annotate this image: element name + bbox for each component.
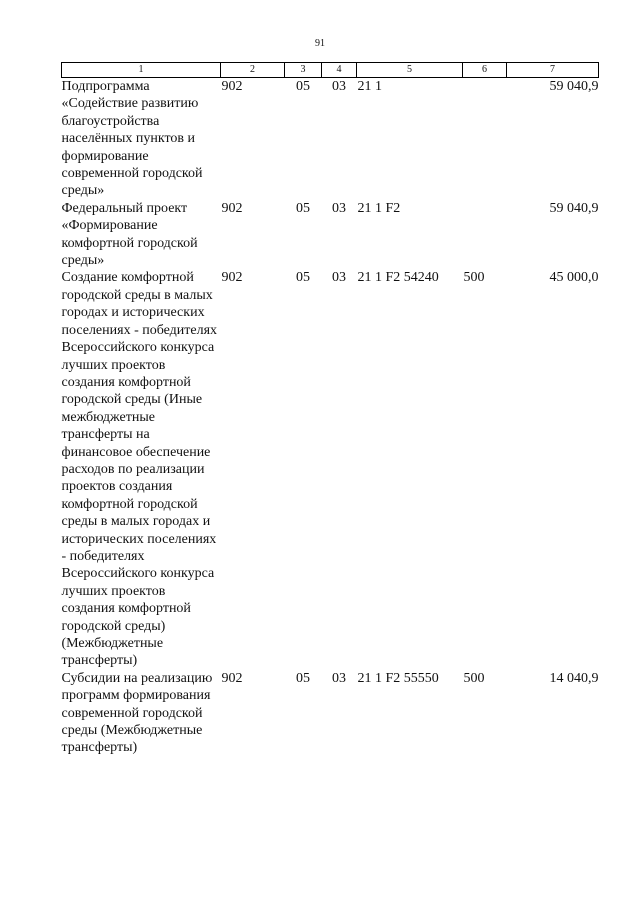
row-expense-type xyxy=(463,78,507,200)
row-target-article: 21 1 F2 55550 xyxy=(357,670,439,686)
table-row xyxy=(62,78,599,200)
row-target-article: 21 1 xyxy=(357,79,382,94)
header-row xyxy=(62,63,599,78)
table-row xyxy=(62,200,599,270)
row-section-code: 05 xyxy=(296,200,310,216)
row-ministry-code: 902 xyxy=(221,670,243,686)
column-header-3: 3 xyxy=(285,63,322,78)
budget-table xyxy=(61,62,599,757)
row-subsection-code: 03 xyxy=(332,79,346,94)
row-expense-type: 500 xyxy=(463,670,485,686)
row-name: Создание комфортной городской среды в малых городах и исторических поселениях - победителях Всероссийского конкурса лучших проектов создания комфортной городской среды (Иные межбюджетные трансферты на финансовое обеспечение расходов по реализации проектов создания комфортной городской среды в малых городах и исторических поселениях - победителях Всероссийского конкурса лучших проектов создания комфортной городской среды) (Межбюджетные трансферты) xyxy=(61,270,218,669)
row-name: Подпрограмма «Содействие развитию благоустройства населённых пунктов и формирование современной городской среды» xyxy=(61,79,203,199)
row-target-article: 21 1 F2 54240 xyxy=(357,270,439,286)
column-header-1: 1 xyxy=(62,63,221,78)
row-subsection-code: 03 xyxy=(332,270,346,286)
column-header-2: 2 xyxy=(221,63,285,78)
row-section-code: 05 xyxy=(296,270,310,286)
table-row xyxy=(62,670,599,757)
column-header-4: 4 xyxy=(322,63,357,78)
row-section-code: 05 xyxy=(296,79,310,94)
row-ministry-code: 902 xyxy=(221,79,243,94)
row-amount: 59 040,9 xyxy=(549,200,599,216)
column-header-7: 7 xyxy=(507,63,599,78)
row-ministry-code: 902 xyxy=(221,200,243,216)
row-subsection-code: 03 xyxy=(332,200,346,216)
table-row xyxy=(62,269,599,669)
row-subsection-code: 03 xyxy=(332,670,346,686)
column-header-6: 6 xyxy=(463,63,507,78)
page-number: 91 xyxy=(315,38,325,49)
row-amount: 14 040,9 xyxy=(549,670,599,686)
row-expense-type xyxy=(463,200,507,270)
row-target-article: 21 1 F2 xyxy=(357,200,401,216)
row-amount: 45 000,0 xyxy=(549,270,599,286)
row-name: Федеральный проект «Формирование комфортной городской среды» xyxy=(61,200,198,269)
row-amount: 59 040,9 xyxy=(549,79,599,94)
row-section-code: 05 xyxy=(296,670,310,686)
row-ministry-code: 902 xyxy=(221,270,243,286)
column-header-5: 5 xyxy=(357,63,463,78)
row-expense-type: 500 xyxy=(463,270,485,286)
row-name: Субсидии на реализацию программ формирования современной городской среды (Межбюджетные трансферты) xyxy=(61,670,213,756)
